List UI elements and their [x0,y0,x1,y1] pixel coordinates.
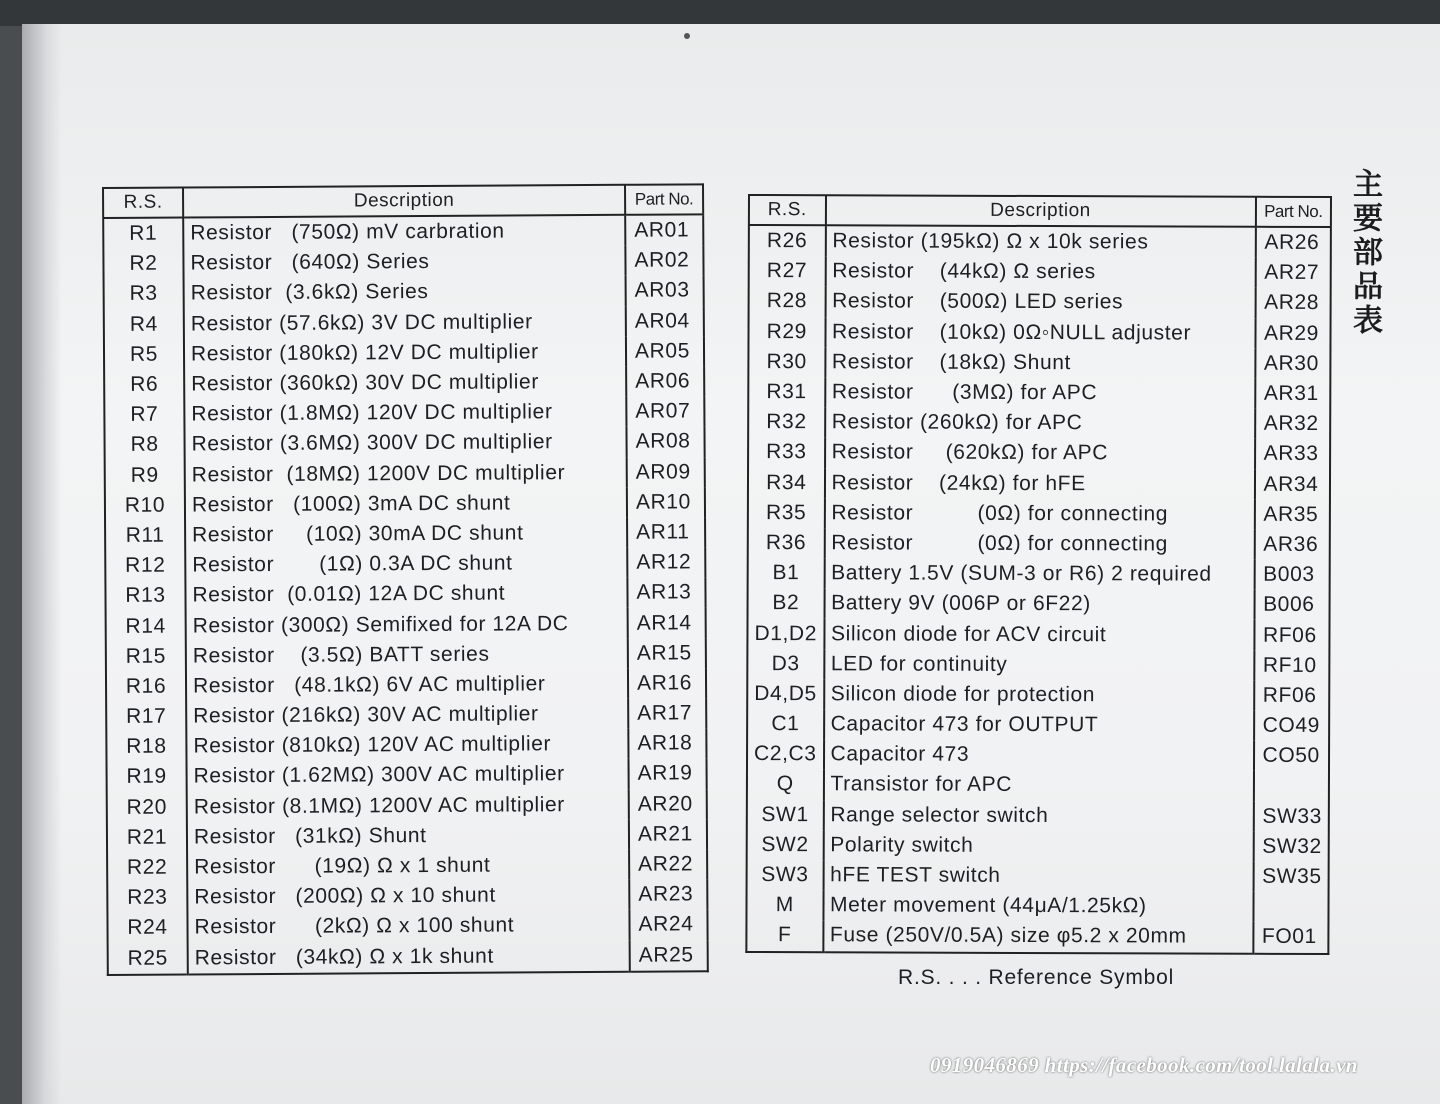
cell-part-no: B003 [1263,562,1315,587]
cell-part-no: AR13 [636,580,692,605]
table-row [106,608,706,642]
cell-description: Resistor (8.1MΩ) 1200V AC multiplier [187,789,629,822]
cell-part-no: AR16 [636,671,693,695]
cell-description: hFE TEST switch [823,860,1253,892]
table-row [748,498,1330,530]
cell-description: Resistor (0.01Ω) 12A DC shunt [185,578,627,611]
table-row [747,679,1329,711]
cell-part-no: AR32 [1263,412,1319,436]
header-rs: R.S. [103,188,183,218]
cell-description: Resistor (3.5Ω) BATT series [186,638,628,671]
table-row [746,890,1328,922]
cell-rs: C1 [747,709,824,739]
table-row [106,668,706,702]
cell-description: Resistor (200Ω) Ω x 10 shunt [187,880,629,913]
cell-rs: R7 [104,400,184,431]
cell-description: Polarity switch [823,830,1253,862]
cell-description: Resistor (640Ω) Series [183,246,625,279]
cell-part-no: AR09 [635,460,691,484]
cell-rs: R5 [104,339,184,370]
cell-rs: D4,D5 [747,679,824,709]
cell-description: Resistor (216kΩ) 30V AC multiplier [186,699,628,732]
table-row [107,759,707,793]
table-row [107,789,707,823]
cell-description: Resistor (24kΩ) for hFE [824,468,1254,500]
cell-rs: R26 [749,225,826,256]
cell-description: Silicon diode for protection [824,679,1254,711]
header-description: Description [825,195,1255,227]
table-header-row [103,184,703,218]
cell-description: Resistor (0Ω) for connecting [824,528,1254,560]
cell-part-no: RF06 [1262,683,1317,707]
cell-part-no: AR03 [634,278,690,303]
cell-part-no: CO49 [1262,713,1320,738]
cell-rs: Q [747,769,824,799]
cell-rs: R8 [104,430,184,461]
cell-part-no: AR02 [634,248,690,273]
cell-part-no: AR25 [638,942,694,967]
cell-part-no: AR23 [638,882,694,906]
cell-part-no: AR14 [636,610,692,635]
table-row [748,558,1330,590]
cell-part-no: B006 [1263,593,1315,617]
cell-rs: R10 [105,490,185,521]
cell-description: Resistor (31kΩ) Shunt [187,820,629,853]
cell-rs: R21 [107,822,187,853]
cell-description: Resistor (360kΩ) 30V DC multiplier [184,367,626,400]
cell-part-no: AR21 [637,822,693,846]
cell-rs: R1 [103,218,183,250]
cell-rs: C2,C3 [747,739,824,769]
cell-part-no: RF06 [1262,623,1317,647]
header-part-no: Part No. [1255,197,1331,227]
table-row [748,588,1330,620]
cell-part-no: AR22 [638,852,694,876]
table-row [104,276,704,310]
cell-rs: R29 [748,317,825,347]
cell-description: Resistor (810kΩ) 120V AC multiplier [186,729,628,762]
cell-description: Resistor (19Ω) Ω x 1 shunt [187,850,629,883]
cell-part-no: AR04 [634,309,690,333]
cell-description: LED for continuity [824,649,1254,681]
cell-part-no: AR12 [636,550,692,574]
cell-description: Resistor (1Ω) 0.3A DC shunt [185,548,627,581]
cell-rs: B2 [748,588,825,618]
cell-part-no: AR30 [1263,351,1319,375]
table-row [107,879,707,913]
cell-description: Resistor (10Ω) 30mA DC shunt [185,518,627,551]
cell-rs: R28 [749,286,826,316]
side-title: 主要部品表 [1348,168,1381,338]
cell-description: Resistor (3.6kΩ) Series [184,276,626,309]
cell-part-no: AR36 [1263,532,1319,556]
table-row [748,437,1330,469]
cell-description: Resistor (44kΩ) Ω series [825,256,1255,288]
cell-rs: R24 [107,913,187,944]
table-row [107,819,707,853]
cell-rs: R11 [105,520,185,551]
cell-part-no: SW33 [1262,804,1322,828]
cell-description: Resistor (18kΩ) Shunt [825,347,1255,379]
header-part-no: Part No. [625,184,703,214]
cell-description: Meter movement (44μA/1.25kΩ) [823,890,1253,922]
cell-rs: F [746,920,823,951]
cell-rs: B1 [748,558,825,588]
cell-description: Transistor for APC [823,770,1253,802]
cell-part-no: AR07 [635,399,691,423]
table-row [748,347,1330,379]
table-row [105,578,705,612]
parts-table-right [745,194,1332,955]
cell-part-no: AR17 [637,701,693,725]
table-row [105,517,705,551]
cell-rs: SW2 [747,830,824,860]
cell-description: Silicon diode for ACV circuit [824,619,1254,651]
cell-rs: R13 [105,581,185,612]
cell-part-no: AR19 [637,761,693,786]
table-row [105,547,705,581]
cell-part-no: AR15 [636,641,692,665]
cell-description: Resistor (34kΩ) Ω x 1k shunt [188,940,630,974]
table-row [103,246,703,280]
table-header-row [749,195,1331,227]
table-row [107,910,707,944]
cell-part-no: AR28 [1264,291,1320,315]
cell-rs: R33 [748,437,825,467]
cell-rs: R19 [107,762,187,793]
cell-part-no: CO50 [1262,744,1320,768]
cell-rs: R18 [106,732,186,763]
table-row [747,860,1329,892]
table-row [747,739,1329,771]
cell-part-no: RF10 [1262,653,1317,677]
cell-rs: R20 [107,792,187,823]
cell-rs: R31 [748,377,825,407]
table-row [748,468,1330,500]
table-row [747,709,1329,741]
cell-rs: R27 [749,256,826,286]
cell-description: Resistor (18MΩ) 1200V DC multiplier [185,457,627,490]
cell-rs: R9 [105,460,185,491]
cell-rs: R25 [108,943,188,975]
table-row [108,940,708,975]
cell-part-no [1253,771,1329,801]
cell-rs: R22 [107,852,187,883]
background-gutter [0,0,1440,26]
cell-rs: M [746,890,823,920]
cell-part-no: AR29 [1264,321,1320,345]
cell-description: Resistor (3MΩ) for APC [825,377,1255,409]
table-row [747,800,1329,832]
cell-description: Resistor (10kΩ) 0Ω◦NULL adjuster [825,317,1255,349]
cell-part-no: AR31 [1263,381,1319,406]
table-row [749,286,1331,318]
header-rs: R.S. [749,195,826,225]
table-row [107,849,707,883]
cell-part-no: SW35 [1262,864,1322,889]
table-row [104,427,704,461]
cell-description: Battery 9V (006P or 6F22) [824,589,1254,621]
cell-part-no: AR11 [636,520,690,544]
page-fold-shadow [22,24,62,1104]
cell-rs: R4 [104,309,184,340]
cell-part-no: AR01 [634,218,690,242]
cell-description: Resistor (500Ω) LED series [825,287,1255,319]
table-row [106,729,706,763]
watermark: 0919046869 https://facebook.com/tool.lalala.vn [930,1053,1358,1077]
table-row [749,256,1331,288]
cell-part-no: AR24 [638,912,694,937]
cell-part-no: AR06 [635,369,691,393]
cell-description: Capacitor 473 [824,739,1254,771]
cell-part-no: AR27 [1264,261,1320,285]
table-row [103,214,703,249]
cell-description: Resistor (195kΩ) Ω x 10k series [825,225,1255,258]
cell-rs: R36 [748,528,825,558]
cell-description: Resistor (620kΩ) for APC [825,438,1255,470]
cell-description: Resistor (57.6kΩ) 3V DC multiplier [184,306,626,339]
cell-rs: R34 [748,468,825,498]
cell-description: Resistor (2kΩ) Ω x 100 shunt [187,910,629,943]
cell-part-no: AR05 [634,339,691,363]
cell-part-no: AR18 [637,731,693,756]
table-row [104,396,704,430]
table-row [747,830,1329,862]
cell-description: Resistor (1.8MΩ) 120V DC multiplier [184,397,626,430]
parts-table-left [102,183,709,975]
cell-rs: R2 [103,249,183,280]
table-row [747,769,1329,801]
cell-description: Range selector switch [823,800,1253,832]
cell-rs: SW3 [747,860,824,890]
paper-mark [684,33,690,39]
cell-rs: R3 [104,279,184,310]
table-row [748,377,1330,409]
table-row [105,457,705,491]
cell-description: Resistor (260kΩ) for APC [825,407,1255,439]
cell-rs: R16 [106,671,186,702]
cell-description: Capacitor 473 for OUTPUT [824,709,1254,741]
cell-rs: R14 [106,611,186,642]
cell-part-no: AR26 [1264,230,1320,255]
footnote: R.S. . . . Reference Symbol [898,966,1175,989]
cell-description: Resistor (180kΩ) 12V DC multiplier [184,337,626,370]
cell-rs: R30 [748,347,825,377]
cell-rs: R6 [104,369,184,400]
table-row [748,528,1330,560]
cell-rs: SW1 [747,800,824,830]
cell-rs: R12 [105,551,185,582]
header-description: Description [183,185,625,218]
table-row [746,920,1328,953]
cell-description: Battery 1.5V (SUM-3 or R6) 2 required [824,558,1254,590]
cell-part-no: AR34 [1263,472,1319,496]
cell-part-no: AR10 [635,490,691,514]
cell-description: Resistor (100Ω) 3mA DC shunt [185,487,627,520]
table-row [106,638,706,672]
cell-rs: D1,D2 [747,618,824,648]
cell-part-no [1253,892,1329,922]
cell-description: Resistor (300Ω) Semifixed for 12A DC [186,608,628,641]
cell-rs: R32 [748,407,825,437]
table-row [106,698,706,732]
table-row [749,225,1331,258]
cell-rs: R15 [106,641,186,672]
cell-description: Resistor (3.6MΩ) 300V DC multiplier [184,427,626,460]
cell-rs: R17 [106,701,186,732]
cell-description: Fuse (250V/0.5A) size φ5.2 x 20mm [823,921,1253,954]
table-row [748,317,1330,349]
cell-part-no: AR08 [635,429,691,454]
cell-description: Resistor (48.1kΩ) 6V AC multiplier [186,669,628,702]
cell-rs: R35 [748,498,825,528]
cell-description: Resistor (1.62MΩ) 300V AC multiplier [187,759,629,792]
cell-rs: R23 [107,883,187,914]
table-row [105,487,705,521]
cell-part-no: FO01 [1261,925,1317,949]
table-row [104,366,704,400]
table-row [104,336,704,370]
cell-rs: D3 [747,649,824,679]
cell-part-no: AR33 [1263,442,1319,466]
cell-part-no: SW32 [1262,834,1322,858]
cell-description: Resistor (750Ω) mV carbration [183,215,625,249]
cell-description: Resistor (0Ω) for connecting [824,498,1254,530]
cell-part-no: AR20 [637,792,693,816]
table-row [104,306,704,340]
table-row [748,407,1330,439]
table-row [747,649,1329,681]
table-row [747,618,1329,650]
cell-part-no: AR35 [1263,502,1319,526]
